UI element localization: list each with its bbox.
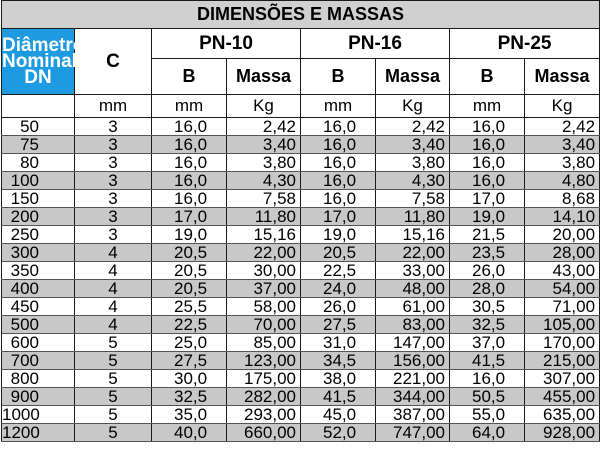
pn10-b-cell: 17,0 (152, 208, 227, 226)
dn-header: Diâmetro Nominal DN (2, 29, 75, 95)
pn25-b-unit: mm (450, 95, 525, 118)
pn10-massa-cell: 37,00 (227, 280, 301, 298)
pn16-b-cell: 45,0 (301, 406, 376, 424)
pn16-massa-header: Massa (376, 59, 450, 95)
pn25-massa-cell: 3,80 (525, 154, 600, 172)
pn16-massa-cell: 4,30 (376, 172, 450, 190)
pn25-b-cell: 16,0 (450, 118, 525, 136)
pn16-b-cell: 26,0 (301, 298, 376, 316)
table-row (2, 154, 600, 172)
pn25-massa-cell: 43,00 (525, 262, 600, 280)
pn10-massa-header: Massa (227, 59, 301, 95)
pn16-b-cell: 27,5 (301, 316, 376, 334)
pn25-b-cell: 19,0 (450, 208, 525, 226)
table-row (2, 424, 600, 442)
pn16-b-cell: 16,0 (301, 118, 376, 136)
table-row (2, 388, 600, 406)
pn10-massa-cell: 123,00 (227, 352, 301, 370)
pn16-b-header: B (301, 59, 376, 95)
dn-cell: 500 (2, 316, 75, 334)
pn10-b-unit: mm (152, 95, 227, 118)
pn10-b-cell: 35,0 (152, 406, 227, 424)
pn10-b-cell: 40,0 (152, 424, 227, 442)
pn25-b-cell: 16,0 (450, 154, 525, 172)
pn16-b-cell: 41,5 (301, 388, 376, 406)
table-row (2, 370, 600, 388)
pn25-massa-header: Massa (525, 59, 600, 95)
pn10-b-cell: 20,5 (152, 280, 227, 298)
table-row (2, 118, 600, 136)
pn10-massa-cell: 4,30 (227, 172, 301, 190)
c-cell: 4 (75, 316, 152, 334)
pn10-massa-cell: 175,00 (227, 370, 301, 388)
dn-cell: 100 (2, 172, 75, 190)
pn25-massa-cell: 20,00 (525, 226, 600, 244)
dn-cell: 800 (2, 370, 75, 388)
pn16-massa-cell: 3,40 (376, 136, 450, 154)
c-cell: 4 (75, 262, 152, 280)
pn25-b-cell: 21,5 (450, 226, 525, 244)
dn-cell: 1000 (2, 406, 75, 424)
pn10-massa-unit: Kg (227, 95, 301, 118)
pn10-b-cell: 20,5 (152, 244, 227, 262)
c-header: C (75, 29, 152, 95)
pn25-massa-cell: 8,68 (525, 190, 600, 208)
c-cell: 3 (75, 172, 152, 190)
pn16-b-cell: 16,0 (301, 136, 376, 154)
dimensions-table (1, 0, 600, 442)
dn-cell: 350 (2, 262, 75, 280)
table-row (2, 208, 600, 226)
pn25-massa-cell: 928,00 (525, 424, 600, 442)
table-row (2, 298, 600, 316)
pn10-b-cell: 16,0 (152, 118, 227, 136)
c-cell: 3 (75, 226, 152, 244)
dn-cell: 250 (2, 226, 75, 244)
pn16-massa-cell: 22,00 (376, 244, 450, 262)
pn10-b-cell: 32,5 (152, 388, 227, 406)
dn-cell: 900 (2, 388, 75, 406)
table-body (2, 118, 600, 442)
pn25-b-cell: 28,0 (450, 280, 525, 298)
pn16-b-cell: 20,5 (301, 244, 376, 262)
pn25-b-cell: 41,5 (450, 352, 525, 370)
pn25-b-cell: 16,0 (450, 370, 525, 388)
pn10-b-cell: 20,5 (152, 262, 227, 280)
pn10-b-cell: 16,0 (152, 136, 227, 154)
table-row (2, 190, 600, 208)
pn25-b-cell: 30,5 (450, 298, 525, 316)
pn16-massa-cell: 7,58 (376, 190, 450, 208)
pn10-massa-cell: 30,00 (227, 262, 301, 280)
pn10-massa-cell: 3,40 (227, 136, 301, 154)
pn10-massa-cell: 660,00 (227, 424, 301, 442)
pn25-massa-cell: 307,00 (525, 370, 600, 388)
c-cell: 5 (75, 334, 152, 352)
pn25-b-cell: 26,0 (450, 262, 525, 280)
pn10-b-cell: 22,5 (152, 316, 227, 334)
pn16-b-cell: 34,5 (301, 352, 376, 370)
pn25-massa-cell: 3,40 (525, 136, 600, 154)
c-cell: 3 (75, 208, 152, 226)
table-row (2, 316, 600, 334)
pn25-header: PN-25 (450, 29, 600, 59)
pn25-b-cell: 16,0 (450, 172, 525, 190)
pn10-massa-cell: 15,16 (227, 226, 301, 244)
pn10-b-cell: 25,5 (152, 298, 227, 316)
c-cell: 4 (75, 280, 152, 298)
pn25-b-cell: 50,5 (450, 388, 525, 406)
pn16-massa-cell: 156,00 (376, 352, 450, 370)
c-cell: 4 (75, 244, 152, 262)
pn16-b-cell: 19,0 (301, 226, 376, 244)
pn16-massa-cell: 3,80 (376, 154, 450, 172)
pn10-massa-cell: 282,00 (227, 388, 301, 406)
pn25-massa-cell: 2,42 (525, 118, 600, 136)
pn16-massa-unit: Kg (376, 95, 450, 118)
pn25-b-cell: 55,0 (450, 406, 525, 424)
dn-cell: 300 (2, 244, 75, 262)
pn10-b-cell: 25,0 (152, 334, 227, 352)
table-row (2, 136, 600, 154)
pn25-b-header: B (450, 59, 525, 95)
pn16-massa-cell: 344,00 (376, 388, 450, 406)
pn25-b-cell: 64,0 (450, 424, 525, 442)
dn-cell: 600 (2, 334, 75, 352)
pn25-massa-cell: 105,00 (525, 316, 600, 334)
table-row (2, 262, 600, 280)
pn16-massa-cell: 61,00 (376, 298, 450, 316)
pn10-b-cell: 27,5 (152, 352, 227, 370)
c-cell: 5 (75, 406, 152, 424)
c-cell: 3 (75, 190, 152, 208)
pn16-massa-cell: 147,00 (376, 334, 450, 352)
pn10-massa-cell: 85,00 (227, 334, 301, 352)
pn16-b-cell: 24,0 (301, 280, 376, 298)
pn10-massa-cell: 70,00 (227, 316, 301, 334)
pn16-header: PN-16 (301, 29, 450, 59)
dn-cell: 75 (2, 136, 75, 154)
pn10-massa-cell: 7,58 (227, 190, 301, 208)
dn-cell: 700 (2, 352, 75, 370)
pn16-massa-cell: 33,00 (376, 262, 450, 280)
dn-cell: 150 (2, 190, 75, 208)
pn10-b-header: B (152, 59, 227, 95)
pn25-massa-cell: 635,00 (525, 406, 600, 424)
pn25-b-cell: 17,0 (450, 190, 525, 208)
c-cell: 5 (75, 352, 152, 370)
pn16-b-cell: 16,0 (301, 154, 376, 172)
pn10-b-cell: 16,0 (152, 154, 227, 172)
dn-cell: 450 (2, 298, 75, 316)
table-row (2, 226, 600, 244)
pn25-b-cell: 16,0 (450, 136, 525, 154)
pn25-massa-unit: Kg (525, 95, 600, 118)
c-cell: 5 (75, 388, 152, 406)
pn16-massa-cell: 747,00 (376, 424, 450, 442)
pn25-massa-cell: 71,00 (525, 298, 600, 316)
pn25-massa-cell: 215,00 (525, 352, 600, 370)
dn-cell: 200 (2, 208, 75, 226)
pn16-b-cell: 38,0 (301, 370, 376, 388)
pn16-massa-cell: 83,00 (376, 316, 450, 334)
pn16-b-cell: 52,0 (301, 424, 376, 442)
table-row (2, 280, 600, 298)
pn10-massa-cell: 22,00 (227, 244, 301, 262)
pn10-b-cell: 30,0 (152, 370, 227, 388)
c-cell: 3 (75, 136, 152, 154)
pn16-b-unit: mm (301, 95, 376, 118)
pn16-b-cell: 16,0 (301, 190, 376, 208)
pn10-header: PN-10 (152, 29, 301, 59)
pn16-b-cell: 31,0 (301, 334, 376, 352)
pn16-massa-cell: 15,16 (376, 226, 450, 244)
pn10-b-cell: 16,0 (152, 172, 227, 190)
table-row (2, 172, 600, 190)
pn25-massa-cell: 4,80 (525, 172, 600, 190)
pn25-massa-cell: 455,00 (525, 388, 600, 406)
pn25-massa-cell: 14,10 (525, 208, 600, 226)
dn-cell: 80 (2, 154, 75, 172)
table-row (2, 352, 600, 370)
c-cell: 3 (75, 154, 152, 172)
pn10-b-cell: 19,0 (152, 226, 227, 244)
c-unit: mm (75, 95, 152, 118)
pn10-b-cell: 16,0 (152, 190, 227, 208)
pn16-massa-cell: 11,80 (376, 208, 450, 226)
pn10-massa-cell: 58,00 (227, 298, 301, 316)
pn16-massa-cell: 221,00 (376, 370, 450, 388)
c-cell: 4 (75, 298, 152, 316)
pn10-massa-cell: 3,80 (227, 154, 301, 172)
pn25-b-cell: 37,0 (450, 334, 525, 352)
pn10-massa-cell: 11,80 (227, 208, 301, 226)
pn16-massa-cell: 2,42 (376, 118, 450, 136)
pn16-b-cell: 17,0 (301, 208, 376, 226)
dn-unit (2, 95, 75, 118)
pn16-b-cell: 22,5 (301, 262, 376, 280)
pn25-massa-cell: 28,00 (525, 244, 600, 262)
pn25-b-cell: 23,5 (450, 244, 525, 262)
pn25-massa-cell: 54,00 (525, 280, 600, 298)
pn10-massa-cell: 2,42 (227, 118, 301, 136)
c-cell: 5 (75, 424, 152, 442)
pn10-massa-cell: 293,00 (227, 406, 301, 424)
dn-cell: 50 (2, 118, 75, 136)
table-row (2, 406, 600, 424)
pn25-b-cell: 32,5 (450, 316, 525, 334)
dn-cell: 1200 (2, 424, 75, 442)
table-title: DIMENSÕES E MASSAS (2, 1, 600, 29)
pn16-b-cell: 16,0 (301, 172, 376, 190)
pn25-massa-cell: 170,00 (525, 334, 600, 352)
table-row (2, 334, 600, 352)
c-cell: 5 (75, 370, 152, 388)
c-cell: 3 (75, 118, 152, 136)
pn16-massa-cell: 48,00 (376, 280, 450, 298)
table-row (2, 244, 600, 262)
pn16-massa-cell: 387,00 (376, 406, 450, 424)
dn-cell: 400 (2, 280, 75, 298)
